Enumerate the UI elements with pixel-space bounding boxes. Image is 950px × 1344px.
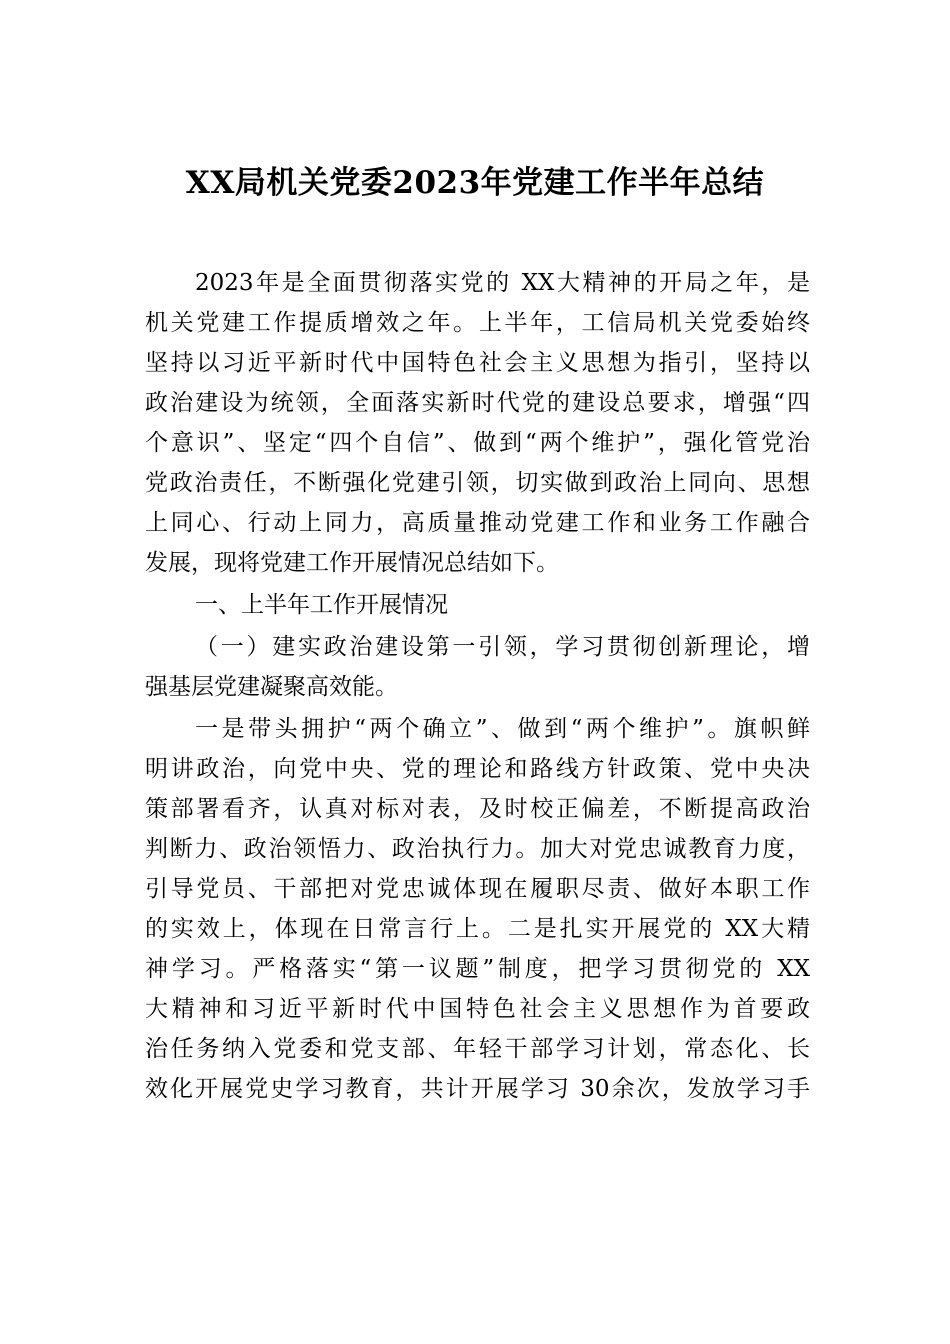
subsection-heading	[145, 627, 810, 707]
text-line: 效化开展党史学习教育，共计开展学习 30余次，发放学习手	[145, 1076, 810, 1102]
text-line: 上同心、行动上同力，高质量推动党建工作和业务工作融合	[145, 510, 810, 536]
document-body	[145, 263, 810, 1109]
text-line: 一是带头拥护“两个确立”、做到“两个维护”。旗帜鲜	[195, 716, 810, 742]
text-line: 大精神和习近平新时代中国特色社会主义思想作为首要政	[145, 996, 810, 1022]
section-heading	[145, 585, 810, 625]
text-line: 个意识”、坚定“四个自信”、做到“两个维护”，强化管党治	[145, 430, 810, 456]
text-line: 神学习。严格落实“第一议题”制度，把学习贯彻党的 XX	[145, 956, 810, 982]
document-title: XX局机关党委2023年党建工作半年总结	[185, 165, 765, 201]
text-line: （一）建实政治建设第一引领，学习贯彻创新理论，增	[195, 634, 810, 660]
text-line: 坚持以习近平新时代中国特色社会主义思想为指引，坚持以	[145, 350, 810, 376]
text-line: 发展，现将党建工作开展情况总结如下。	[145, 550, 559, 576]
text-line: 的实效上，体现在日常言行上。二是扎实开展党的 XX大精	[145, 916, 810, 942]
text-line: 引导党员、干部把对党忠诚体现在履职尽责、做好本职工作	[145, 876, 810, 902]
text-line: 策部署看齐，认真对标对表，及时校正偏差，不断提高政治	[145, 796, 810, 822]
text-line: 强基层党建凝聚高效能。	[145, 674, 398, 700]
text-line: 党政治责任，不断强化党建引领，切实做到政治上同向、思想	[145, 470, 810, 496]
text-line: 2023年是全面贯彻落实党的 XX大精神的开局之年，是	[195, 270, 810, 296]
intro-paragraph	[145, 263, 810, 583]
text-line: 判断力、政治领悟力、政治执行力。加大对党忠诚教育力度，	[145, 836, 810, 862]
text-line: 治任务纳入党委和党支部、年轻干部学习计划，常态化、长	[145, 1036, 810, 1062]
text-line: 明讲政治，向党中央、党的理论和路线方针政策、党中央决	[145, 756, 810, 782]
text-line: 政治建设为统领，全面落实新时代党的建设总要求，增强“四	[145, 390, 810, 416]
body-paragraph	[145, 709, 810, 1109]
text-line: 机关党建工作提质增效之年。上半年，工信局机关党委始终	[145, 310, 810, 336]
text-line: 一、上半年工作开展情况	[195, 592, 448, 618]
